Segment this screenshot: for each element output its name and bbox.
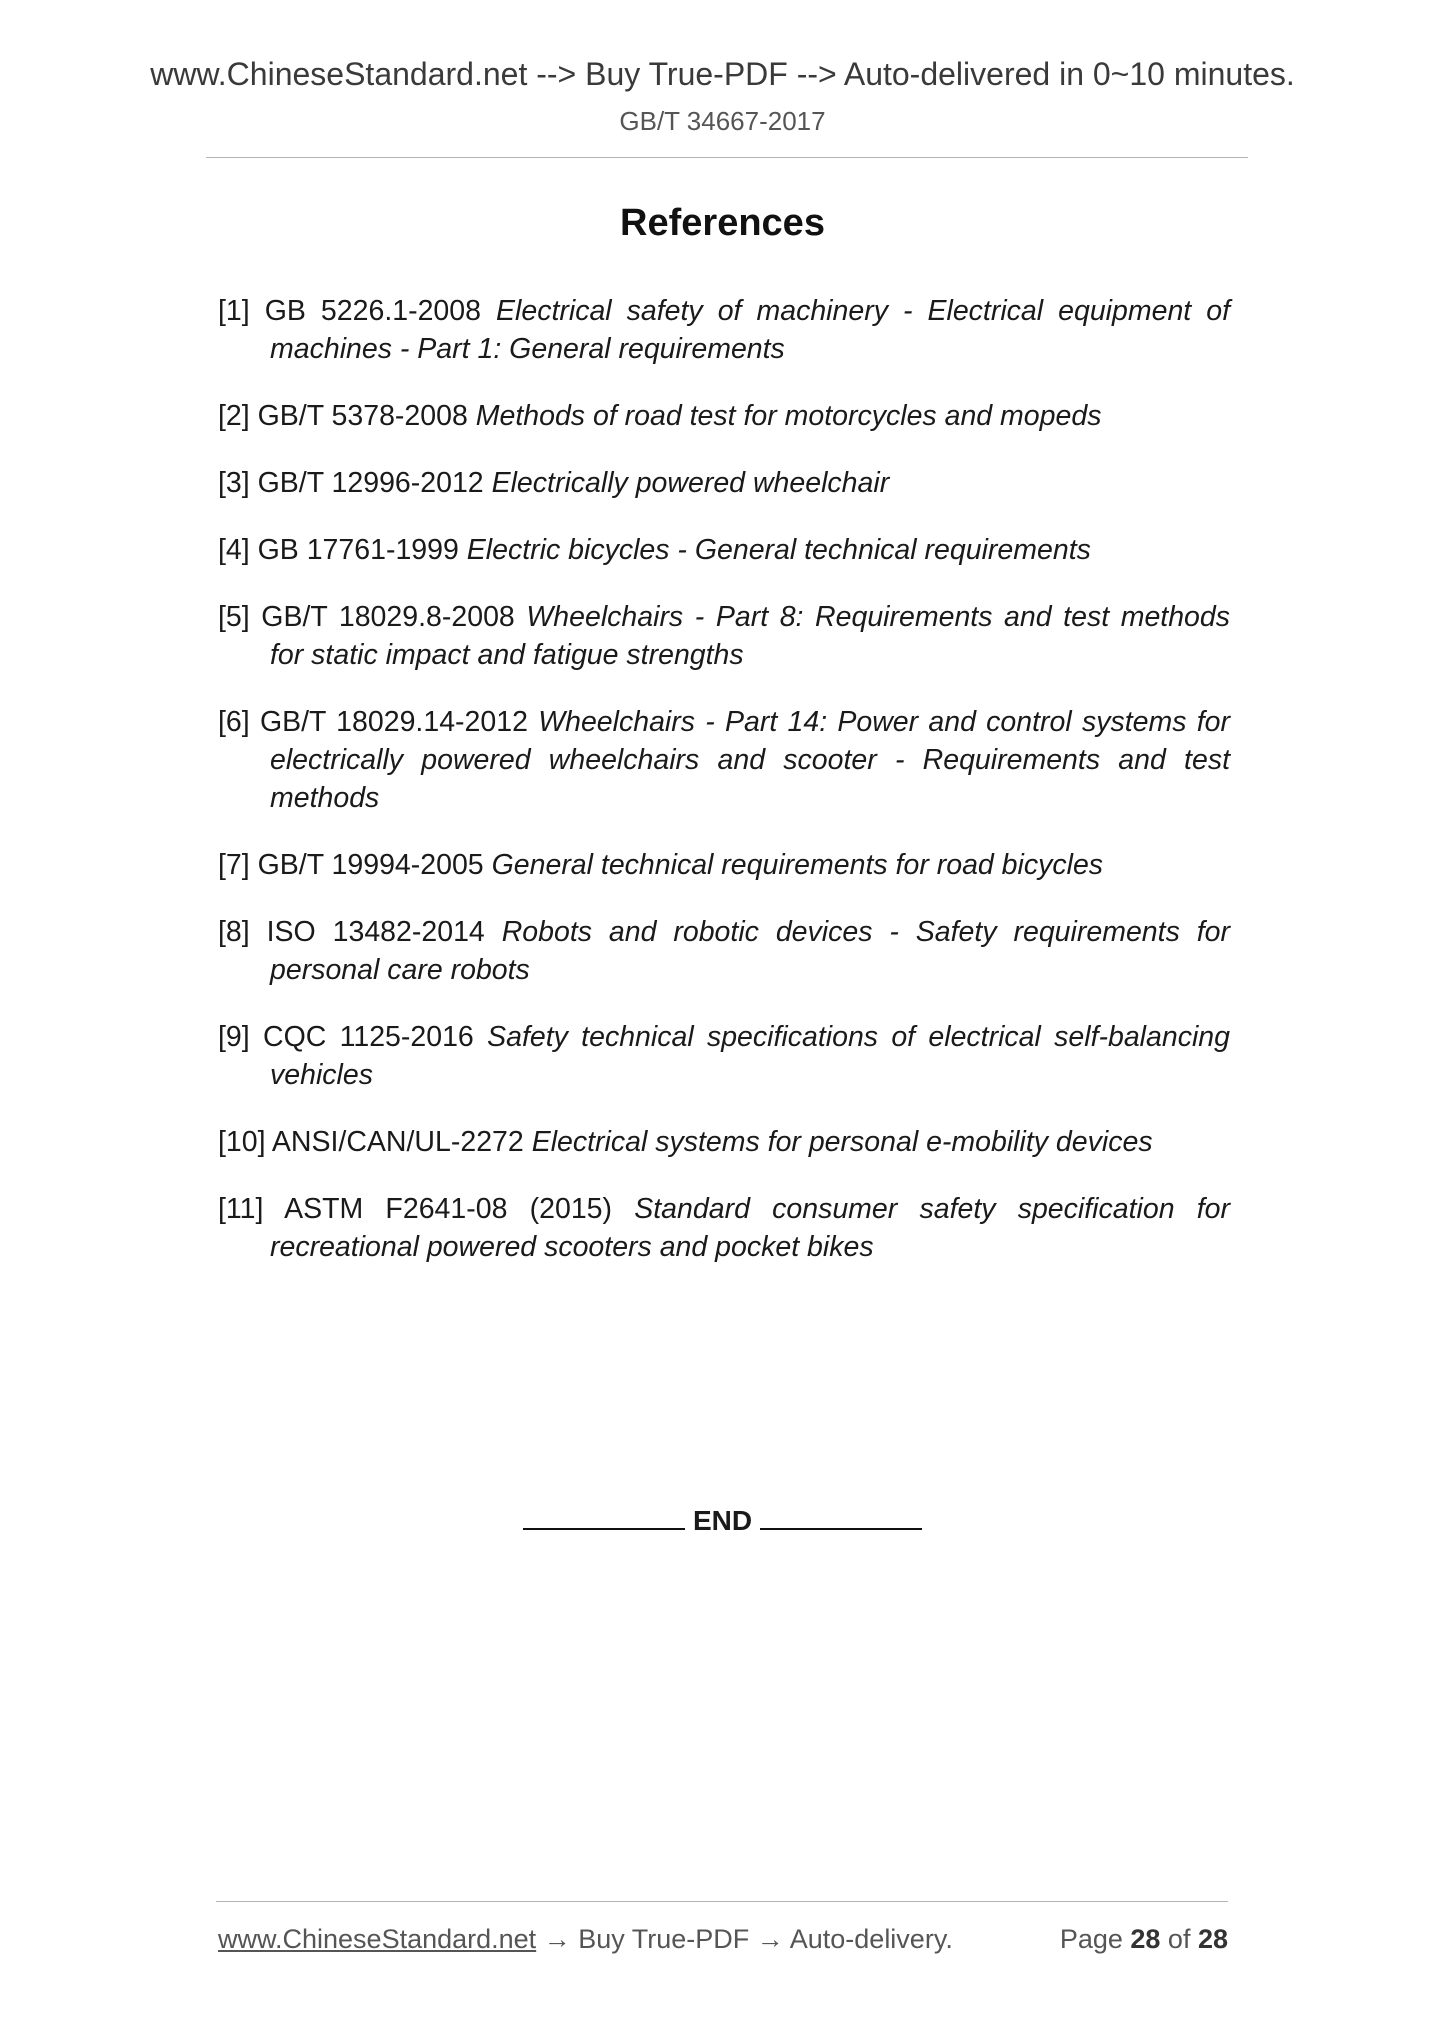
reference-title: Safety technical specifications of electrical self-balancing vehicles: [270, 1021, 1230, 1091]
reference-title: Wheelchairs - Part 14: Power and control systems for electrically powered wheelchairs and scooter - Requirements and test methods: [270, 706, 1230, 814]
header-divider: [206, 157, 1248, 158]
reference-number: [5]: [218, 601, 250, 633]
reference-title: Wheelchairs - Part 8: Requirements and test methods for static impact and fatigue strengths: [270, 601, 1231, 671]
reference-number: [2]: [218, 400, 250, 432]
reference-code: ISO 13482-2014: [266, 916, 485, 948]
end-marker: [0, 1504, 1445, 1537]
reference-number: [7]: [218, 849, 250, 881]
reference-title: Electric bicycles - General technical requirements: [466, 534, 1091, 566]
reference-code: CQC 1125-2016: [262, 1021, 474, 1053]
page-of: of: [1160, 1924, 1198, 1954]
reference-code: GB/T 12996-2012: [257, 467, 484, 499]
reference-title: Electrical systems for personal e-mobility devices: [531, 1126, 1153, 1158]
footer-tagline: → Buy True-PDF → Auto-delivery.: [536, 1924, 953, 1954]
reference-number: [10]: [218, 1126, 266, 1158]
reference-title: Electrical safety of machinery - Electrical equipment of machines - Part 1: General requirements: [270, 295, 1231, 365]
reference-code: ANSI/CAN/UL-2272: [271, 1126, 524, 1158]
reference-item: [218, 1123, 1230, 1161]
reference-code: GB/T 19994-2005: [257, 849, 484, 881]
reference-item: [218, 703, 1230, 817]
reference-item: [218, 1190, 1230, 1266]
reference-item: [218, 913, 1230, 989]
reference-title: General technical requirements for road bicycles: [491, 849, 1104, 881]
reference-number: [6]: [218, 706, 250, 738]
reference-code: GB/T 5378-2008: [257, 400, 468, 432]
end-label: END: [692, 1505, 753, 1536]
reference-number: [11]: [218, 1193, 264, 1225]
reference-number: [9]: [218, 1021, 250, 1053]
reference-code: ASTM F2641-08 (2015): [284, 1193, 613, 1225]
page-number: [1060, 1924, 1228, 1955]
reference-code: GB 5226.1-2008: [264, 295, 481, 327]
footer-left: [218, 1924, 953, 1955]
reference-code: GB/T 18029.8-2008: [261, 601, 515, 633]
reference-number: [3]: [218, 467, 250, 499]
top-banner: www.ChineseStandard.net --> Buy True-PDF --> Auto-delivered in 0~10 minutes.: [150, 56, 1295, 92]
standard-code: GB/T 34667-2017: [619, 106, 826, 136]
reference-code: GB/T 18029.14-2012: [259, 706, 528, 738]
reference-title: Robots and robotic devices - Safety requirements for personal care robots: [270, 916, 1230, 986]
reference-number: [8]: [218, 916, 250, 948]
reference-item: [218, 531, 1230, 569]
page-prefix: Page: [1059, 1924, 1131, 1954]
reference-title: Electrically powered wheelchair: [491, 467, 890, 499]
reference-item: [218, 846, 1230, 884]
reference-item: [218, 598, 1230, 674]
end-line-right: [760, 1504, 922, 1530]
page-title: References: [620, 202, 825, 244]
reference-item: [218, 464, 1230, 502]
reference-number: [4]: [218, 534, 250, 566]
reference-item: [218, 292, 1230, 368]
reference-item: [218, 397, 1230, 435]
footer-site-link[interactable]: www.ChineseStandard.net: [218, 1924, 537, 1954]
reference-list: [218, 292, 1230, 1295]
reference-number: [1]: [218, 295, 250, 327]
reference-code: GB 17761-1999: [257, 534, 459, 566]
page-total: 28: [1197, 1924, 1228, 1954]
page-current: 28: [1130, 1924, 1161, 1954]
end-line-left: [523, 1504, 685, 1530]
reference-title: Methods of road test for motorcycles and mopeds: [475, 400, 1102, 432]
reference-title: Standard consumer safety specification for recreational powered scooters and pocket bikes: [270, 1193, 1231, 1263]
reference-item: [218, 1018, 1230, 1094]
footer-divider: [216, 1901, 1228, 1902]
